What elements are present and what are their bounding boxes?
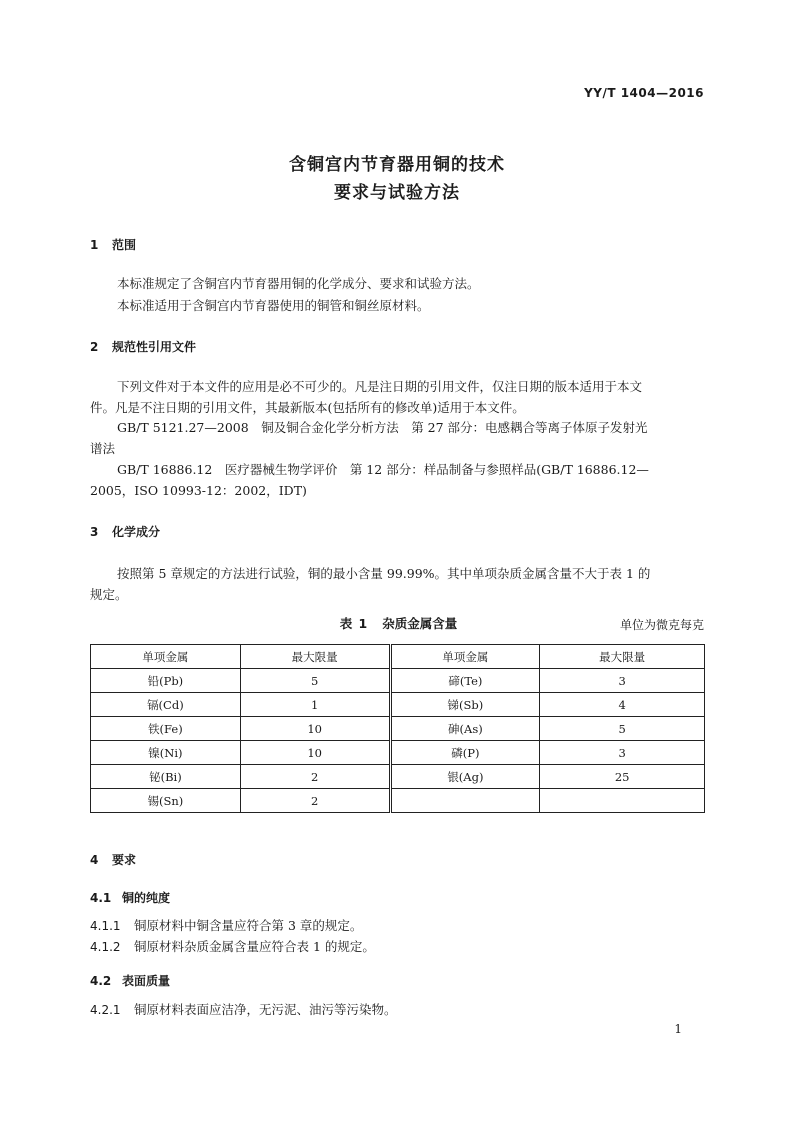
header-metal: 单项金属 <box>91 645 241 669</box>
section-title: 范围 <box>112 238 137 252</box>
clause-number: 4.1.2 <box>90 940 121 954</box>
reference-2-line1: GB/T 16886.12 医疗器械生物学评价 第 12 部分：样品制备与参照样品(GB/T 16886.12— <box>117 462 649 477</box>
limit-cell: 1 <box>240 693 390 717</box>
table-row <box>91 741 705 765</box>
metal-cell: 银(Ag) <box>390 765 540 789</box>
section-3-heading <box>90 523 160 540</box>
table-row <box>91 789 705 813</box>
table-label: 表 1 <box>339 616 369 631</box>
section-number: 3 <box>90 525 99 539</box>
section-number: 4 <box>90 853 99 867</box>
section-title: 化学成分 <box>112 525 161 539</box>
section-2-paragraph-line1: 下列文件对于本文件的应用是必不可少的。凡是注日期的引用文件，仅注日期的版本适用于本文 <box>117 379 643 394</box>
section-number: 1 <box>90 238 99 252</box>
limit-cell: 4 <box>540 693 705 717</box>
table-row <box>91 669 705 693</box>
subsection-number: 4.2 <box>90 974 112 988</box>
subsection-4-2-heading <box>90 972 170 989</box>
limit-cell: 5 <box>540 717 705 741</box>
limit-cell: 5 <box>240 669 390 693</box>
metal-cell: 铋(Bi) <box>91 765 241 789</box>
clause-4-2-1 <box>90 1000 397 1020</box>
section-2-paragraph-line2: 件。凡是不注日期的引用文件，其最新版本(包括所有的修改单)适用于本文件。 <box>90 400 525 415</box>
table-header-row <box>91 645 705 669</box>
limit-cell: 2 <box>240 765 390 789</box>
impurity-metals-table <box>90 644 705 813</box>
header-max-limit: 最大限量 <box>240 645 390 669</box>
limit-cell: 2 <box>240 789 390 813</box>
table-title: 杂质金属含量 <box>382 616 458 631</box>
limit-cell: 3 <box>540 669 705 693</box>
table-caption <box>90 614 707 632</box>
table-row <box>91 765 705 789</box>
section-1-paragraph-1: 本标准规定了含铜宫内节育器用铜的化学成分、要求和试验方法。 <box>117 276 480 291</box>
section-1-paragraph-2: 本标准适用于含铜宫内节育器使用的铜管和铜丝原材料。 <box>117 298 430 313</box>
metal-cell: 锑(Sb) <box>390 693 540 717</box>
limit-cell: 10 <box>240 717 390 741</box>
clause-number: 4.2.1 <box>90 1003 121 1017</box>
subsection-title: 表面质量 <box>122 974 171 988</box>
metal-cell: 铁(Fe) <box>91 717 241 741</box>
metal-cell: 碲(Te) <box>390 669 540 693</box>
document-title-line1: 含铜宫内节育器用铜的技术 <box>289 155 505 175</box>
limit-cell <box>540 789 705 813</box>
table-row <box>91 693 705 717</box>
clause-number: 4.1.1 <box>90 919 121 933</box>
subsection-title: 铜的纯度 <box>122 891 171 905</box>
clause-text: 铜原材料中铜含量应符合第 3 章的规定。 <box>134 918 363 933</box>
section-1-heading <box>90 236 136 253</box>
metal-cell <box>390 789 540 813</box>
clause-text: 铜原材料表面应洁净，无污泥、油污等污染物。 <box>134 1002 397 1017</box>
clause-text: 铜原材料杂质金属含量应符合表 1 的规定。 <box>134 939 375 954</box>
metal-cell: 镍(Ni) <box>91 741 241 765</box>
metal-cell: 镉(Cd) <box>91 693 241 717</box>
page-number: 1 <box>674 1022 682 1036</box>
section-3-paragraph-line2: 规定。 <box>90 587 128 602</box>
metal-cell: 砷(As) <box>390 717 540 741</box>
section-title: 要求 <box>112 853 137 867</box>
table-unit: 单位为微克每克 <box>619 618 704 632</box>
section-title: 规范性引用文件 <box>112 340 197 354</box>
section-number: 2 <box>90 340 99 354</box>
reference-1-line1: GB/T 5121.27—2008 铜及铜合金化学分析方法 第 27 部分：电感耦合等离子体原子发射光 <box>117 420 648 435</box>
header-metal: 单项金属 <box>390 645 540 669</box>
limit-cell: 25 <box>540 765 705 789</box>
document-title-line2: 要求与试验方法 <box>334 183 460 203</box>
metal-cell: 锡(Sn) <box>91 789 241 813</box>
metal-cell: 磷(P) <box>390 741 540 765</box>
section-4-heading <box>90 851 136 868</box>
limit-cell: 10 <box>240 741 390 765</box>
subsection-4-1-heading <box>90 889 170 906</box>
table-row <box>91 717 705 741</box>
section-3-paragraph-line1: 按照第 5 章规定的方法进行试验，铜的最小含量 99.99%。其中单项杂质金属含量不大于表 1 的 <box>117 566 651 581</box>
standard-code: YY/T 1404—2016 <box>584 86 704 100</box>
header-max-limit: 最大限量 <box>540 645 705 669</box>
reference-2-line2: 2005，ISO 10993-12：2002，IDT) <box>90 483 307 498</box>
metal-cell: 铅(Pb) <box>91 669 241 693</box>
clause-4-1-1 <box>90 916 362 936</box>
reference-1-line2: 谱法 <box>90 441 116 456</box>
clause-4-1-2 <box>90 937 375 957</box>
section-2-heading <box>90 338 196 355</box>
limit-cell: 3 <box>540 741 705 765</box>
subsection-number: 4.1 <box>90 891 112 905</box>
